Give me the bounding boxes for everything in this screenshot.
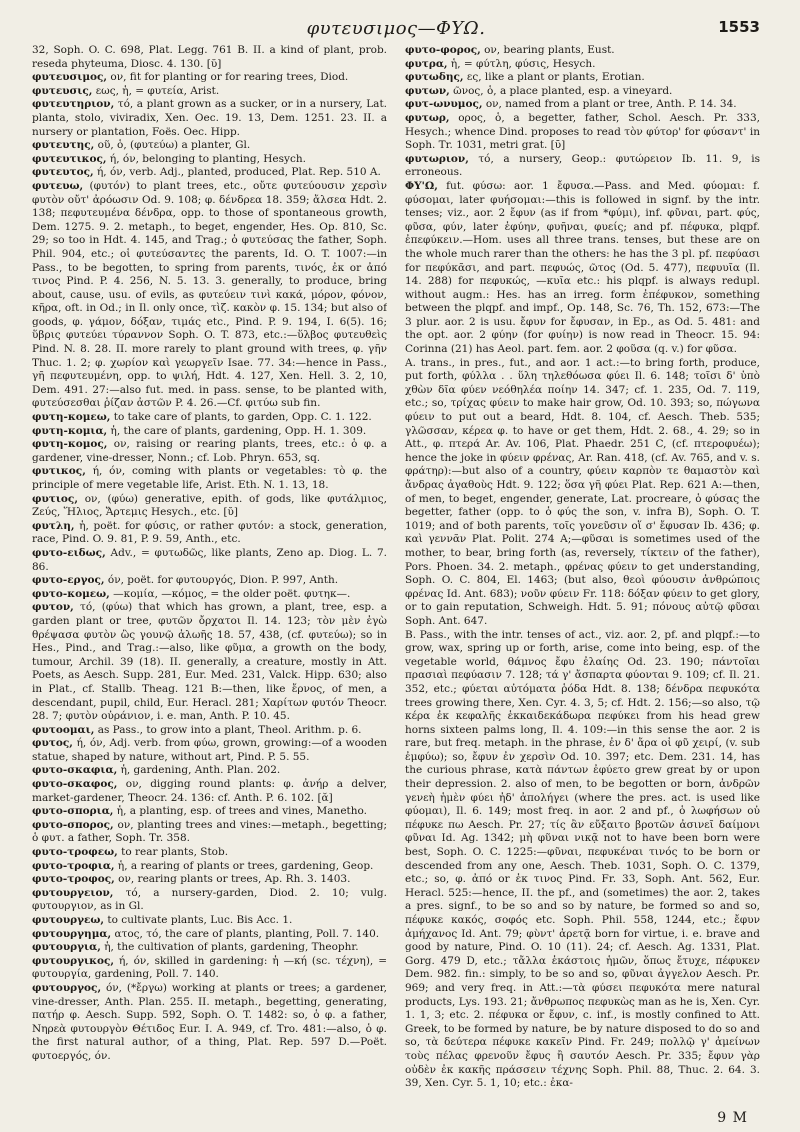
entry-headword: φυτευτηριον,: [32, 98, 115, 111]
entry-headword: φυτο-τροφεω,: [32, 846, 118, 859]
entry-definition: ἡ, the cultivation of plants, gardening, Theophr.: [100, 941, 359, 954]
dictionary-entry: [32, 166, 387, 180]
entry-definition: τό, a nursery, Geop.: φυτώρειον Ib. 11. 9, is erroneous.: [405, 152, 760, 179]
entry-definition: εως, ἡ, = φυτεία, Arist.: [92, 84, 220, 97]
entry-definition: ον, bearing plants, Eust.: [480, 44, 615, 56]
dictionary-entry: [405, 58, 760, 72]
entry-headword: φυτοομαι,: [32, 723, 95, 736]
entry-headword: φυτλη,: [32, 519, 75, 532]
entry-definition: B. Pass., with the intr. tenses of act., viz. aor. 2, pf. and plqpf.:—to grow, wax, spring up or forth, arise, come into being, esp. of the vegetable world, θάμνος ἔφυ ἐλαίης Od. 23. 190; πάντοῖαι πρασιαὶ πεφύασιν 7. 128; τά γ' ἄσπαρτα φύονται 9. 109; cf. Il. 21. 352, etc.; φύεται αὐτόματα ῥόδα Hdt. 8. 138; δένδρα πεφυκότα trees growing there, Xen. Cyr. 4. 3, 5; cf. Hdt. 2. 156;—so also, τῷ κέρα ἐκ κεφαλῆς ἑκκαιδεκάδωρα πεφύκει from his head grew horns sixteen palms long, Il. 4. 109:—in this sense the aor. 2 is rare, but freq. metaph. in the phrase, ἐν δ' ἄρα οἱ φῦ χειρί, (v. sub ἐμφύω); so, ἔφυν ἐν χερσὶν Od. 10. 397; etc. Dem. 231. 14, has the curious phrase, κατὰ πάντων ἐφύετο grew great by or upon their depression. 2. also of men, to be begotten or born, ἀνδρῶν γενεὴ ἡμὲν φύει ἠδ' ἀπολήγει (where the pres. act. is used like φύομαι), Il. 6. 149; most freq. in aor. 2 and pf., ὁ λωφήσων οὐ πέφυκε πω Aesch. Pr. 27; τίς ἂν εὔξαιτο βροτῶν ἀσινεῖ δαίμονι φῦναι Id. Ag. 1342; μὴ φῦναι νικᾷ not to have been born were best, Soph. O. C. 1225:—φῦναι, πεφυκέναι τινός to be born or descended from any one, Aesch. Theb. 1031, Soph. O. C. 1379, etc.; so, φ. ἀπό or ἐκ τινος Pind. Fr. 33, Soph. Ant. 562, Eur. Heracl. 525:—hence, II. the pf., and (sometimes) the aor. 2, takes a pres. signf., to be so and so by nature, be formed so and so, πέφυκε κακός, σοφός etc. Soph. Phil. 558, 1244, etc.; ἔφυν ἀμήχανος Id. Ant. 79; φὺντ' ἀρετᾷ born for virtue, i. e. brave and good by nature, Pind. O. 10 (11). 24; cf. Aesch. Ag. 1331, Plat. Gorg. 479 D, etc.; τἄλλα ἑκάστοις ἡμῶν, ὅπως ἔτυχε, πέφυκεν Dem. 982. fin.: simply, to be so and so, φῦναι ἀγγελον Aesch. Pr. 969; and very freq. in Att.:—τὰ φύσει πεφυκότα mere natural products, Lys. 193. 21; ἄνθρωπος πεφυκὼς man as he is, Xen. Cyr. 1. 1, 3; etc. 2. πέφυκα or ἔφυν, c. inf., is mostly confined to Att. Greek, to be formed by nature, be by nature disposed to do so and so, τὰ δεύτερα πέφυκε κακεῖν Pind. Fr. 249; πολλῷ γ' ἀμείνων τοὺς πέλας φρενοῦν ἔφυς ἢ σαυτόν Aesch. Pr. 335; ἔφυν γὰρ οὐδὲν ἐκ κακῆς πράσσειν τέχνης Soph. Phil. 88, Thuc. 2. 64. 3. 39, Xen. Cyr. 5. 1, 10; etc.: ἐκα-: [405, 628, 760, 1090]
dictionary-entry: [32, 928, 387, 942]
entry-headword: φυτρα,: [405, 57, 448, 70]
entry-headword: φυτ-ωνυμος,: [405, 98, 483, 111]
dictionary-entry: [32, 44, 387, 71]
entry-definition: ἡ, the care of plants, gardening, Opp. H. 1. 309.: [107, 424, 367, 437]
entry-definition: to take care of plants, to garden, Opp. C. 1. 122.: [110, 411, 372, 424]
entry-headword: φυτωδης,: [405, 71, 464, 84]
entry-headword: φυτο-τροφια,: [32, 859, 115, 872]
entry-definition: ή, όν, verb. Adj., planted, produced, Plat. Rep. 510 A.: [93, 166, 381, 179]
dictionary-entry: [405, 112, 760, 153]
entry-headword: φυτος,: [32, 737, 73, 750]
entry-definition: (φυτόν) to plant trees, etc., οὔτε φυτεύουσιν χερσὶν φυτὸν οὔτ' ἀρόωσιν Od. 9. 108; φ. δένδρεα 18. 359; ἄλσεα Hdt. 2. 138; πεφυτευμένα δένδρα, opp. to those of spontaneous growth, Dem. 1275. 9. 2. metaph., to beget, engender, Hes. Op. 810, Sc. 29; so too in Hdt. 4. 145, and Trag.; ὁ φυτεύσας the father, Soph. Phil. 904, etc.; οἱ φυτεύσαντες the parents, Id. O. T. 1007:—in Pass., to be begotten, to spring from parents, τινός, ἐκ or ἀπό τινος Pind. P. 4. 256, N. 5. 13. 3. generally, to produce, bring about, cause, usu. of evils, as φυτεύειν τινὶ κακά, μόρον, φόνον, κῆρα, oft. in Od.; in Il. only once, τὶζ. κακὸν φ. 15. 134; but also of goods, φ. γάμον, δόξαν, τιμάς etc., Pind. P. 9. 194, I. 6(5). 16; ὕβρις φυτεύει τύραννον Soph. O. T. 873, etc.:—ὕλβος φυτευθεὶς Pind. N. 8. 28. II. more rarely to plant ground with trees, φ. γῆν Thuc. 1. 2; φ. χωρίον καὶ γεωργεῖν Isae. 77. 34:—hence in Pass., γῆ πεφυτευμένη, opp. to ψιλή, Hdt. 4. 127, Xen. Hell. 3. 2, 10, Dem. 491. 27:—also fut. med. in pass. sense, to be planted with, φυτεύσεσθαι ῥίζαν ἀστῶν P. 4. 26.—Cf. φιτύω sub fin.: [32, 179, 387, 410]
dictionary-entry: [32, 914, 387, 928]
page-number: 1553: [718, 18, 760, 36]
entry-headword: φυτο-κομεω,: [32, 587, 110, 600]
entry-definition: τό, (φύω) that which has grown, a plant, tree, esp. a garden plant or tree, φυτῶν ὄρχατοι Il. 14. 123; τὸν μὲν ἐγὼ θρέψασα φυτὸν ὣς γουνῷ ἀλωῆς 18. 57, 438, (cf. φυτεύω); so in Hes., Pind., and Trag.:—also, like φῦμα, a growth on the body, tumour, Archil. 39 (18). II. generally, a creature, mostly in Att. Poets, as Aesch. Supp. 281, Eur. Med. 231, Valck. Hipp. 630; also in Plat., cf. Stallb. Theag. 121 B:—then, like ἔρνος, of men, a descendant, pupil, child, Eur. Heracl. 281; Χαρίτων φυτόν Theocr. 28. 7; φυτὸν οὐράνιον, i. e. man, Anth. P. 10. 45.: [32, 601, 387, 723]
entry-definition: ον, digging round plants: φ. ἀνήρ a delver, market-gardener, Theocr. 24. 136: cf. Anth. P. 6. 102. [ᾰ]: [32, 778, 387, 804]
dictionary-entry: [32, 873, 387, 887]
dictionary-entry: [405, 153, 760, 180]
entry-definition: ή, όν, Adj. verb. from φύω, grown, growing:—of a wooden statue, shaped by nature, without art, Pind. P. 5. 55.: [32, 737, 387, 763]
dictionary-entry: [32, 601, 387, 723]
entry-headword: φυτευτος,: [32, 166, 94, 179]
dictionary-entry: [32, 438, 387, 465]
entry-headword: φυτον,: [32, 601, 74, 614]
entry-headword: φυτευσιμος,: [32, 71, 108, 84]
dictionary-entry: [32, 860, 387, 874]
entry-headword: φυτο-εργος,: [32, 574, 105, 587]
entry-headword: φυτουργημα,: [32, 927, 112, 940]
entry-headword: φυτο-σπορια,: [32, 805, 114, 818]
signature-mark: 9 M: [717, 1110, 748, 1126]
entry-headword: φυτευτικος,: [32, 152, 107, 165]
dictionary-entry: [405, 71, 760, 85]
entry-definition: ή, όν, skilled in gardening: ἡ —κή (sc. τέχνη), = φυτουργία, gardening, Poll. 7. 140.: [32, 954, 387, 981]
entry-headword: φυτουργια,: [32, 941, 101, 954]
entry-definition: 32, Soph. O. C. 698, Plat. Legg. 761 B. II. a kind of plant, prob. reseda phyteuma, Diosc. 4. 130. [ῠ]: [32, 44, 387, 70]
entry-definition: to cultivate plants, Luc. Bis Acc. 1.: [104, 914, 293, 926]
entry-headword: φυτο-σκαφος,: [32, 778, 118, 791]
dictionary-entry: [405, 85, 760, 99]
dictionary-entry: [32, 411, 387, 425]
entry-headword: ΦΥ'Ω,: [405, 179, 438, 192]
entry-definition: A. trans., in pres., fut., and aor. 1 act.:—to bring forth, produce, put forth, φύλλα . . ὕλη τηλεθόωσα φύει Il. 6. 148; τοῖσι δ' ὑπὸ χθὼν δῖα φύεν νεόθηλέα ποίην 14. 347; cf. 1. 235, Od. 7. 119, etc.; so, τρίχας φύειν to make hair grow, Od. 10. 393; so, πώγωνα φύειν to put out a beard, Hdt. 8. 104, cf. Aesch. Theb. 535; γλῶσσαν, κέρεα φ. to have or get them, Hdt. 2. 68., 4. 29; so in Att., φ. πτερά Ar. Av. 106, Plat. Phaedr. 251 C, (cf. πτεροφυέω); hence the joke in φύειν φρένας, Ar. Ran. 418, (cf. Av. 765, and v. s. φράτηρ):—but also of a country, φύειν καρπὸν τε θαμαστὸν καὶ ἄνδρας ἀγαθοὺς Hdt. 9. 122; ὅσα γῆ φύει Plat. Rep. 621 A:—then, of men, to beget, engender, generate, Lat. procreare, ὁ φύσας the begetter, father (opp. to ὁ φύς the son, v. infra B), Soph. O. T. 1019; and of both parents, τοῖς γονεῦσιν οἵ σ' ἔφυσαν Ib. 436; φ. καὶ γεννᾶν Plat. Polit. 274 A;—φῦσαι is sometimes used of the mother, to bear, bring forth (as, reversely, τίκτειν of the father), Pors. Phoen. 34. 2. metaph., φρένας φύειν to get understanding, Soph. O. C. 804, El. 1463; (but also, θεοὶ φύουσιν ἀνθρώποις φρένας Id. Ant. 683); νοῦν φύειν Fr. 118: δόξαν φύειν to get glory, or to gain reputation, Schweigh. Hdt. 5. 91; πόνους αὐτῷ φῦσαι Soph. Ant. 647.: [405, 356, 760, 627]
entry-headword: φυτη-κομεω,: [32, 411, 111, 424]
dictionary-entry: [32, 764, 387, 778]
dictionary-entry: [32, 805, 387, 819]
dictionary-entry: [32, 737, 387, 764]
dictionary-entry: [32, 982, 387, 1064]
dictionary-entry: [32, 153, 387, 167]
dictionary-entry: [32, 846, 387, 860]
header-title: φυτευσιμος—ΦΥΩ.: [306, 18, 486, 39]
entry-headword: φυτη-κομος,: [32, 438, 108, 451]
dictionary-entry: [32, 98, 387, 139]
dictionary-entry: [32, 71, 387, 85]
dictionary-entry: [32, 778, 387, 805]
entry-headword: φυτιος,: [32, 492, 78, 505]
entry-definition: Adv., = φυτωδῶς, like plants, Zeno ap. Diog. L. 7. 86.: [32, 546, 387, 573]
dictionary-entry: [32, 588, 387, 602]
dictionary-entry: [32, 941, 387, 955]
dictionary-entry: [32, 85, 387, 99]
entry-headword: φυτωριον,: [405, 152, 469, 165]
entry-definition: ή, όν, belonging to planting, Hesych.: [106, 152, 306, 165]
entry-definition: όν, poët. for φυτουργός, Dion. P. 997, Anth.: [104, 574, 339, 587]
dictionary-entry: [32, 574, 387, 588]
dictionary-entry: [32, 493, 387, 520]
entry-headword: φυτο-σπορος,: [32, 818, 114, 831]
entry-definition: ἡ, = φύτλη, φύσις, Hesych.: [447, 57, 596, 70]
dictionary-entry: [32, 547, 387, 574]
entry-definition: ἡ, a rearing of plants or trees, gardening, Geop.: [114, 859, 374, 872]
entry-definition: ατος, τό, the care of plants, planting, Poll. 7. 140.: [111, 927, 380, 940]
entry-headword: φυτουργειον,: [32, 886, 114, 899]
entry-definition: οῦ, ὁ, (φυτεύω) a planter, Gl.: [94, 139, 251, 152]
dictionary-entry: [405, 357, 760, 629]
entry-definition: ἡ, a planting, esp. of trees and vines, Manetho.: [113, 805, 367, 818]
entry-headword: φυτευω,: [32, 179, 84, 192]
entry-definition: ον, (φύω) generative, epith. of gods, like φυτάλμιος, Ζεύς, Ἥλιος, Ἄρτεμις Hesych., etc. [ῠ]: [32, 492, 387, 519]
dictionary-entry: [32, 819, 387, 846]
entry-definition: ες, like a plant or plants, Erotian.: [463, 71, 645, 84]
entry-definition: ον, fit for planting or for rearing trees, Diod.: [107, 71, 349, 84]
entry-headword: φυτευτης,: [32, 139, 95, 152]
left-column: [32, 44, 387, 1106]
entry-definition: —κομία, —κόμος, = the older poët. φυτηκ—.: [109, 587, 351, 600]
entry-definition: ον, rearing plants or trees, Ap. Rh. 3. 1403.: [114, 873, 351, 886]
dictionary-entry: [405, 180, 760, 357]
dictionary-entry: [32, 180, 387, 411]
entry-definition: ον, planting trees and vines:—metaph., begetting; ὁ φυτ. a father, Soph. Tr. 358.: [32, 818, 387, 845]
dictionary-entry: [32, 955, 387, 982]
entry-definition: ον, named from a plant or tree, Anth. P. 14. 34.: [482, 98, 737, 111]
entry-headword: φυτουργικος,: [32, 954, 115, 967]
dictionary-entry: [405, 44, 760, 58]
entry-headword: φυτων,: [405, 84, 450, 97]
entry-definition: τό, a plant grown as a sucker, or in a nursery, Lat. planta, stolo, viviradix, Xen. Oec. 19. 13, Dem. 1251. 23. II. a nursery or plantation, Foës. Oec. Hipp.: [32, 98, 387, 138]
entry-definition: to rear plants, Stob.: [117, 846, 229, 859]
entry-headword: φυτουργεω,: [32, 914, 105, 926]
entry-headword: φυτικος,: [32, 465, 86, 478]
entry-headword: φυτο-σκαφια,: [32, 764, 118, 777]
dictionary-entry: [32, 520, 387, 547]
dictionary-entry: [405, 629, 760, 1091]
entry-headword: φυτωρ,: [405, 111, 450, 124]
entry-headword: φυτευσις,: [32, 84, 93, 97]
entry-definition: όν, (*ἔργω) working at plants or trees; a gardener, vine-dresser, Anth. Plan. 255. II. metaph., begetting, generating, πατήρ φ. Aesch. Supp. 592, Soph. O. T. 1482: so, ὁ φ. a father, Νηρεὰ φυτουργὸν Θέτιδος Eur. I. A. 949, cf. Tro. 481:—also, ὁ φ. the first natural author, of a thing, Plat. Rep. 597 D.—Poët. φυτοεργός, όν.: [32, 981, 387, 1062]
entry-definition: ῶνος, ὁ, a place planted, esp. a vineyard.: [449, 84, 673, 97]
running-header: [32, 18, 760, 40]
entry-headword: φυτο-ειδως,: [32, 546, 106, 559]
entry-definition: fut. φύσω: aor. 1 ἔφυσα.—Pass. and Med. φύομαι: f. φύσομαι, later φυήσομαι:—this is followed in signf. by the intr. tenses; viz., aor. 2 ἔφυν (as if from *φύμι), inf. φῦναι, part. φύς, φῦσα, φύν, later ἐφύην, φυῆναι, φυείς; and pf. πέφυκα, plqpf. ἐπεφύκειν.—Hom. uses all three trans. tenses, but these are on the whole much rarer than the others: he has the 3 pl. pf. πεφύασι for πεφύκᾶσι, and part. πεφυώς, ῶτος (Od. 5. 477), πεφυυῖα (Il. 14. 288) for πεφυκώς, —κυῖα etc.: his plqpf. is always redupl. without augm.: Hes. has an irreg. form ἐπέφυκον, something between the plqpf. and impf., Op. 148, Sc. 76, Th. 152, 673:—The 3 plur. aor. 2 is usu. ἔφυν for ἔφυσαν, in Ep., as Od. 5. 481: and the opt. aor. 2 φύην (for φυίην) is now read in Theocr. 15. 94: Corinna (21) has Aeol. part. fem. aor. 2 φοῦσα (q. v.) for φῦσα.: [405, 179, 760, 356]
dictionary-entry: [32, 425, 387, 439]
entry-definition: ορος, ὁ, a begetter, father, Schol. Aesch. Pr. 333, Hesych.; whence Dind. proposes to read τὸν φύτορ' for φύσαντ' in Soph. Tr. 1031, metri grat. [ῡ]: [405, 111, 760, 152]
dictionary-entry: [405, 98, 760, 112]
entry-headword: φυτουργος,: [32, 981, 102, 994]
entry-definition: ον, raising or rearing plants, trees, etc.: ὁ φ. a gardener, vine-dresser, Nonn.; cf. Lob. Phryn. 653, sq.: [32, 438, 387, 464]
entry-definition: ἡ, poët. for φύσις, or rather φυτόν: a stock, generation, race, Pind. O. 9. 81, P. 9. 59, Anth., etc.: [32, 519, 387, 546]
entry-definition: ή, όν, coming with plants or vegetables: τὸ φ. the principle of mere vegetable life, Arist. Eth. N. 1. 13, 18.: [32, 465, 387, 491]
dictionary-entry: [32, 887, 387, 914]
columns: [32, 44, 760, 1106]
dictionary-entry: [32, 139, 387, 153]
entry-definition: ἡ, gardening, Anth. Plan. 202.: [117, 764, 281, 777]
entry-definition: as Pass., to grow into a plant, Theol. Arithm. p. 6.: [94, 723, 362, 736]
entry-definition: τό, a nursery-garden, Diod. 2. 10; vulg. φυτουργιον, as in Gl.: [32, 886, 387, 913]
entry-headword: φυτο-φορος,: [405, 44, 481, 56]
entry-headword: φυτο-τροφος,: [32, 873, 115, 886]
dictionary-entry: [32, 465, 387, 492]
right-column: [405, 44, 760, 1106]
entry-headword: φυτη-κομια,: [32, 424, 108, 437]
dictionary-entry: [32, 724, 387, 738]
